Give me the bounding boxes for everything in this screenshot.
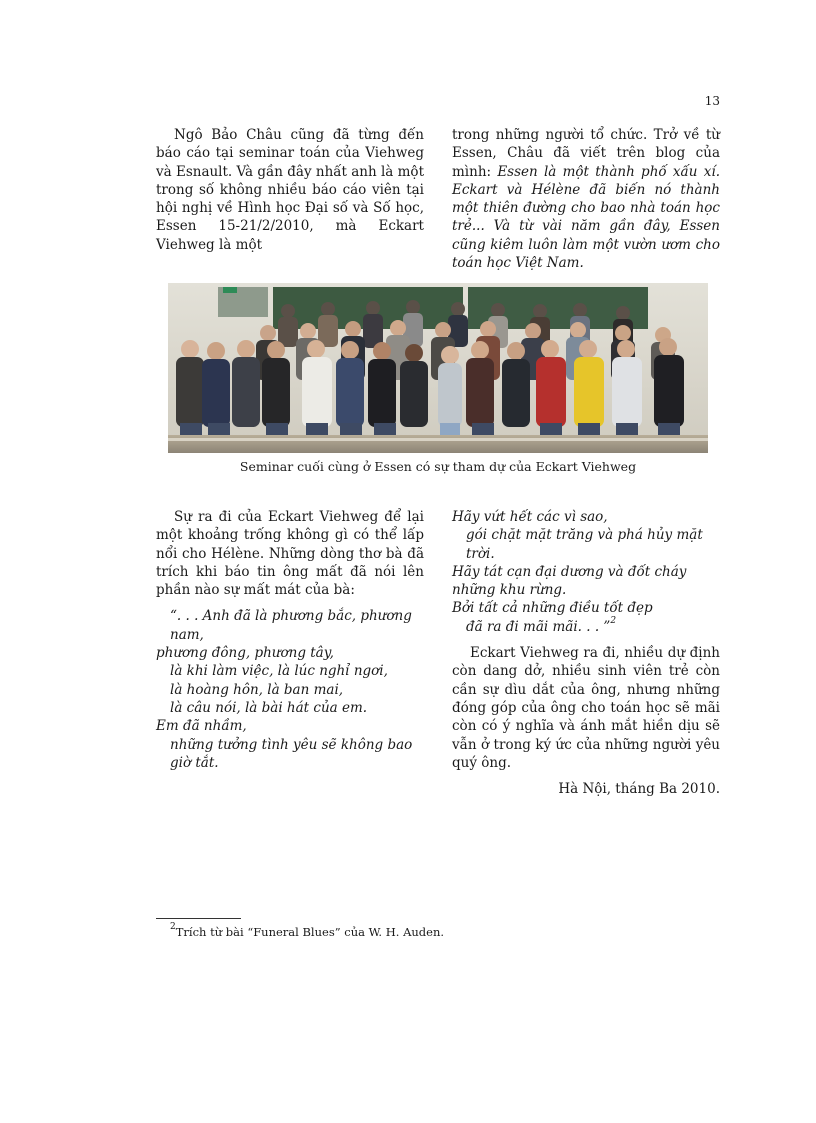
poem-line bbox=[452, 618, 720, 636]
poem-line: những tưởng tình yêu sẽ không bao giờ tắt. bbox=[170, 736, 413, 771]
footnote-reference: 2 bbox=[610, 616, 617, 627]
signature-line: Hà Nội, tháng Ba 2010. bbox=[558, 781, 720, 798]
page-number: 13 bbox=[704, 94, 720, 108]
poem-line: là câu nói, là bài hát của em. bbox=[170, 699, 368, 716]
paragraph-closing: Eckart Viehweg ra đi, nhiều dự định còn dang dở, nhiều sinh viên trẻ còn cần sự dìu dắt của ông, nhưng những đóng góp của ông cho toán học sẽ mãi còn có ý nghĩa và ánh mắt hiền dịu sẽ vẫn ở trong ký ức của những người yêu quý ông. bbox=[452, 645, 720, 771]
seminar-group-photo bbox=[168, 283, 708, 453]
poem-line: là khi làm việc, là lúc nghỉ ngơi, bbox=[170, 663, 388, 680]
poem-last-line: đã ra đi mãi mãi. . . ” bbox=[466, 618, 611, 635]
figure-caption: Seminar cuối cùng ở Essen có sự tham dự của Eckart Viehweg bbox=[239, 459, 637, 474]
paragraph-blog-quote bbox=[452, 126, 720, 272]
footnote-text: Trích từ bài “Funeral Blues” của W. H. Auden. bbox=[175, 925, 445, 939]
blog-intro-text: trong những người tổ chức. Trở về từ Essen, Châu đã viết trên blog của mình: bbox=[452, 127, 720, 180]
poem-line: là hoàng hôn, là ban mai, bbox=[170, 681, 344, 698]
footnote-divider bbox=[156, 918, 241, 919]
bottom-left-column bbox=[156, 508, 424, 772]
poem-line: Hãy vứt hết các vì sao, bbox=[452, 509, 608, 525]
poem-line: “. . . Anh đã là phương bắc, phương nam, bbox=[170, 608, 412, 643]
poem-line: phương đông, phương tây, bbox=[156, 645, 334, 662]
poem-part-one bbox=[156, 607, 424, 772]
poem-part-two bbox=[452, 508, 720, 636]
poem-line: Bởi tất cả những điều tốt đẹp bbox=[452, 600, 653, 617]
footnote bbox=[170, 922, 720, 939]
top-right-column bbox=[452, 126, 720, 272]
paragraph-helene: Sự ra đi của Eckart Viehweg để lại một khoảng trống không gì có thể lấp nổi cho Hélène. Những dòng thơ bà đã trích khi báo tin ông mất đã nói lên phần nào sự mất mát của bà: bbox=[156, 509, 424, 599]
poem-line: Em đã nhầm, bbox=[156, 718, 247, 735]
footnote-mark: 2 bbox=[170, 922, 176, 933]
paragraph-bao-chau: Ngô Bảo Châu cũng đã từng đến báo cáo tại seminar toán của Viehweg và Esnault. Và gần đây nhất anh là một trong số không nhiều báo cáo viên tại hội nghị về Hình học Đại số và Số học, Essen 15-21/2/2010, mà Eckart Viehweg là một bbox=[156, 127, 424, 253]
top-left-column bbox=[156, 126, 424, 254]
poem-line: gói chặt mặt trăng và phá hủy mặt trời. bbox=[466, 527, 703, 562]
bottom-right-column bbox=[452, 508, 720, 798]
poem-line: Hãy tát cạn đại dương và đốt cháy những khu rừng. bbox=[452, 563, 687, 599]
blog-quote-text: Essen là một thành phố xấu xí. Eckart và Hélène đã biến nó thành một thiên đường cho bao nhà toán học trẻ... Và từ vài năm gần đây, Essen cũng kiêm luôn làm một vườn ươm cho toán học Việt Nam. bbox=[452, 163, 720, 272]
